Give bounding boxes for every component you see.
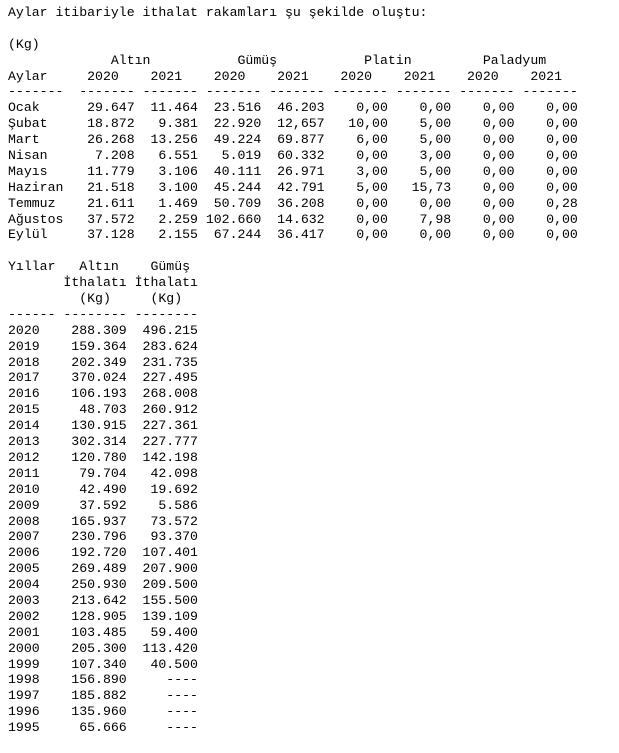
- value-cell: 0,00: [514, 163, 578, 179]
- table-row: [8, 196, 619, 212]
- gold-value: 128.905: [55, 608, 127, 624]
- year-label: 2010: [8, 481, 56, 497]
- month-label: Mayıs: [8, 163, 72, 179]
- month-label: Temmuz: [8, 195, 72, 211]
- year-header: 2020: [324, 68, 388, 84]
- value-cell: 40.111: [197, 163, 262, 179]
- gold-value: 202.349: [55, 354, 127, 370]
- spacer: [325, 84, 333, 99]
- gold-value: 37.592: [55, 497, 127, 513]
- table-row: [8, 593, 619, 609]
- month-column-header: Aylar: [8, 68, 72, 84]
- year-column-header: Yıllar: [8, 259, 64, 275]
- year-header: 2020: [71, 68, 135, 84]
- gold-value: 107.340: [55, 656, 127, 672]
- silver-value: 227.361: [126, 418, 198, 434]
- table-row: [8, 482, 619, 498]
- table-row: [8, 180, 619, 196]
- table-row: [8, 100, 619, 116]
- silver-value: 283.624: [126, 338, 198, 354]
- value-cell: 49.224: [197, 132, 262, 148]
- year-label: 2008: [8, 513, 56, 529]
- value-cell: 0,00: [451, 195, 515, 211]
- value-cell: 2.259: [134, 211, 198, 227]
- silver-value: 227.495: [126, 370, 198, 386]
- value-cell: 3.100: [134, 179, 198, 195]
- separator: -------: [269, 84, 325, 100]
- blank-line: [8, 21, 619, 37]
- value-cell: 0,00: [514, 179, 578, 195]
- year-header: 2020: [197, 68, 262, 84]
- value-cell: 6.551: [134, 148, 198, 164]
- unit-label: (Kg): [8, 36, 40, 52]
- silver-value: 207.900: [126, 561, 198, 577]
- year-label: 2018: [8, 354, 56, 370]
- table-row: [8, 148, 619, 164]
- year-label: 2017: [8, 370, 56, 386]
- year-label: 2005: [8, 561, 56, 577]
- silver-value: 155.500: [126, 592, 198, 608]
- group-header: Paladyum: [451, 52, 578, 68]
- blank-line: [8, 243, 619, 259]
- table-row: [8, 688, 619, 704]
- spacer: [198, 84, 206, 99]
- value-cell: 21.518: [71, 179, 135, 195]
- year-label: 1996: [8, 704, 56, 720]
- year-header: 2021: [514, 68, 578, 84]
- value-cell: 0,00: [514, 211, 578, 227]
- table-row: [8, 386, 619, 402]
- separator: --------: [134, 306, 206, 322]
- month-label: Nisan: [8, 148, 72, 164]
- silver-value: 40.500: [126, 656, 198, 672]
- gold-value: 165.937: [55, 513, 127, 529]
- month-label: Ocak: [8, 100, 72, 116]
- value-cell: 26.971: [261, 163, 325, 179]
- separator: -------: [142, 84, 198, 100]
- value-cell: 37.128: [71, 227, 135, 243]
- value-cell: 11.779: [71, 163, 135, 179]
- table-row: [8, 212, 619, 228]
- value-cell: 0,28: [514, 195, 578, 211]
- gold-value: 288.309: [55, 322, 127, 338]
- silver-value: ----: [126, 704, 198, 720]
- value-cell: 11.464: [134, 100, 198, 116]
- silver-value: 139.109: [126, 608, 198, 624]
- value-cell: 67.244: [197, 227, 262, 243]
- value-cell: 21.611: [71, 195, 135, 211]
- table-row: [8, 132, 619, 148]
- value-cell: 0,00: [451, 163, 515, 179]
- gold-value: 120.780: [55, 449, 127, 465]
- gold-value: 230.796: [55, 529, 127, 545]
- gold-value: 185.882: [55, 688, 127, 704]
- yearly-import-table: [8, 259, 619, 736]
- gold-column-subheader: İthalatı: [63, 275, 135, 291]
- silver-value: 260.912: [126, 402, 198, 418]
- spacer: [388, 84, 396, 99]
- value-cell: 9.381: [134, 116, 198, 132]
- table-row: [8, 402, 619, 418]
- spacer: [8, 53, 71, 68]
- month-label: Ağustos: [8, 211, 72, 227]
- table-row: [8, 561, 619, 577]
- value-cell: 5.019: [197, 148, 262, 164]
- table-row: [8, 720, 619, 736]
- table-row: [8, 227, 619, 243]
- silver-value: 209.500: [126, 577, 198, 593]
- year-header: 2020: [451, 68, 515, 84]
- value-cell: 1.469: [134, 195, 198, 211]
- silver-column-subheader: İthalatı: [134, 275, 206, 291]
- value-cell: 36.417: [261, 227, 325, 243]
- yearly-header-row-1: [8, 259, 619, 275]
- year-header: 2021: [387, 68, 452, 84]
- table-row: [8, 514, 619, 530]
- year-header: 2021: [261, 68, 325, 84]
- month-label: Haziran: [8, 179, 72, 195]
- table-row: [8, 370, 619, 386]
- spacer: [515, 84, 523, 99]
- table-row: [8, 498, 619, 514]
- year-label: 2019: [8, 338, 56, 354]
- silver-value: 42.098: [126, 465, 198, 481]
- silver-value: 142.198: [126, 449, 198, 465]
- value-cell: 18.872: [71, 116, 135, 132]
- value-cell: 45.244: [197, 179, 262, 195]
- gold-value: 48.703: [55, 402, 127, 418]
- year-label: 2012: [8, 449, 56, 465]
- year-label: 1995: [8, 720, 56, 736]
- silver-value: ----: [126, 720, 198, 736]
- value-cell: 0,00: [324, 211, 388, 227]
- separator-row: [8, 84, 619, 100]
- silver-value: 107.401: [126, 545, 198, 561]
- gold-value: 65.666: [55, 720, 127, 736]
- silver-value: 113.420: [126, 640, 198, 656]
- gold-value: 130.915: [55, 418, 127, 434]
- value-cell: 14.632: [261, 211, 325, 227]
- gold-column-header: Altın: [63, 259, 135, 275]
- silver-column-header: Gümüş: [134, 259, 206, 275]
- value-cell: 7.208: [71, 148, 135, 164]
- spacer: [8, 291, 63, 306]
- value-cell: 15,73: [387, 179, 452, 195]
- year-label: 2006: [8, 545, 56, 561]
- silver-value: 5.586: [126, 497, 198, 513]
- value-cell: 0,00: [324, 148, 388, 164]
- year-label: 1997: [8, 688, 56, 704]
- separator: -------: [522, 84, 578, 100]
- value-cell: 36.208: [261, 195, 325, 211]
- value-cell: 0,00: [514, 116, 578, 132]
- value-cell: 0,00: [514, 148, 578, 164]
- gold-value: 156.890: [55, 672, 127, 688]
- gold-value: 159.364: [55, 338, 127, 354]
- table-row: [8, 466, 619, 482]
- silver-value: ----: [126, 688, 198, 704]
- gold-unit-label: (Kg): [63, 291, 135, 307]
- table-row: [8, 164, 619, 180]
- table-row: [8, 339, 619, 355]
- year-label: 2009: [8, 497, 56, 513]
- separator: -------: [8, 84, 72, 100]
- year-label: 2015: [8, 402, 56, 418]
- value-cell: 0,00: [387, 195, 452, 211]
- table-row: [8, 625, 619, 641]
- value-cell: 37.572: [71, 211, 135, 227]
- gold-value: 269.489: [55, 561, 127, 577]
- value-cell: 12,657: [261, 116, 325, 132]
- silver-value: 93.370: [126, 529, 198, 545]
- group-header: Platin: [324, 52, 452, 68]
- silver-value: 19.692: [126, 481, 198, 497]
- year-label: 2002: [8, 608, 56, 624]
- value-cell: 0,00: [451, 148, 515, 164]
- value-cell: 3,00: [387, 148, 452, 164]
- separator: ------: [8, 306, 64, 322]
- group-header-row: [8, 53, 619, 69]
- silver-value: 59.400: [126, 624, 198, 640]
- gold-value: 42.490: [55, 481, 127, 497]
- value-cell: 46.203: [261, 100, 325, 116]
- table-row: [8, 545, 619, 561]
- yearly-separator-row: [8, 307, 619, 323]
- value-cell: 23.516: [197, 100, 262, 116]
- value-cell: 42.791: [261, 179, 325, 195]
- value-cell: 3.106: [134, 163, 198, 179]
- table-row: [8, 418, 619, 434]
- separator: --------: [63, 306, 135, 322]
- yearly-header-row-2: [8, 275, 619, 291]
- table-row: [8, 641, 619, 657]
- table-row: [8, 434, 619, 450]
- value-cell: 0,00: [451, 100, 515, 116]
- table-row: [8, 355, 619, 371]
- gold-value: 135.960: [55, 704, 127, 720]
- gold-value: 213.642: [55, 592, 127, 608]
- value-cell: 5,00: [387, 163, 452, 179]
- silver-value: ----: [126, 672, 198, 688]
- value-cell: 0,00: [514, 100, 578, 116]
- value-cell: 0,00: [514, 132, 578, 148]
- silver-value: 268.008: [126, 386, 198, 402]
- year-label: 2004: [8, 577, 56, 593]
- year-label: 2016: [8, 386, 56, 402]
- table-row: [8, 672, 619, 688]
- year-label: 2007: [8, 529, 56, 545]
- value-cell: 0,00: [324, 227, 388, 243]
- month-label: Şubat: [8, 116, 72, 132]
- month-label: Eylül: [8, 227, 72, 243]
- gold-value: 250.930: [55, 577, 127, 593]
- value-cell: 3,00: [324, 163, 388, 179]
- value-cell: 26.268: [71, 132, 135, 148]
- value-cell: 10,00: [324, 116, 388, 132]
- value-cell: 2.155: [134, 227, 198, 243]
- separator: -------: [205, 84, 262, 100]
- year-header-row: [8, 69, 619, 85]
- spacer: [135, 84, 143, 99]
- year-header: 2021: [134, 68, 198, 84]
- value-cell: 7,98: [387, 211, 452, 227]
- year-label: 1998: [8, 672, 56, 688]
- value-cell: 0,00: [451, 116, 515, 132]
- value-cell: 60.332: [261, 148, 325, 164]
- value-cell: 69.877: [261, 132, 325, 148]
- year-label: 2013: [8, 434, 56, 450]
- table-row: [8, 577, 619, 593]
- value-cell: 0,00: [451, 132, 515, 148]
- separator: -------: [79, 84, 135, 100]
- table-row: [8, 529, 619, 545]
- table-row: [8, 116, 619, 132]
- gold-value: 79.704: [55, 465, 127, 481]
- separator: -------: [459, 84, 515, 100]
- value-cell: 6,00: [324, 132, 388, 148]
- value-cell: 0,00: [451, 179, 515, 195]
- silver-value: 496.215: [126, 322, 198, 338]
- year-label: 2001: [8, 624, 56, 640]
- table-row: [8, 657, 619, 673]
- monthly-import-table: [8, 53, 619, 244]
- gold-value: 205.300: [55, 640, 127, 656]
- value-cell: 13.256: [134, 132, 198, 148]
- spacer: [451, 84, 459, 99]
- gold-value: 370.024: [55, 370, 127, 386]
- value-cell: 0,00: [324, 100, 388, 116]
- silver-unit-label: (Kg): [134, 291, 206, 307]
- value-cell: 29.647: [71, 100, 135, 116]
- silver-value: 231.735: [126, 354, 198, 370]
- value-cell: 0,00: [451, 227, 515, 243]
- value-cell: 5,00: [387, 132, 452, 148]
- table-row: [8, 609, 619, 625]
- value-cell: 50.709: [197, 195, 262, 211]
- value-cell: 0,00: [514, 227, 578, 243]
- value-cell: 0,00: [324, 195, 388, 211]
- year-label: 2000: [8, 640, 56, 656]
- gold-value: 302.314: [55, 434, 127, 450]
- intro-text: Aylar itibariyle ithalat rakamları şu şekilde oluştu:: [8, 5, 428, 20]
- value-cell: 5,00: [324, 179, 388, 195]
- gold-value: 106.193: [55, 386, 127, 402]
- separator: -------: [395, 84, 452, 100]
- value-cell: 22.920: [197, 116, 262, 132]
- value-cell: 0,00: [451, 211, 515, 227]
- year-label: 2014: [8, 418, 56, 434]
- year-label: 2003: [8, 592, 56, 608]
- table-row: [8, 704, 619, 720]
- group-header: Gümüş: [197, 52, 325, 68]
- spacer: [8, 275, 63, 290]
- group-header: Altın: [71, 52, 198, 68]
- separator: -------: [332, 84, 388, 100]
- value-cell: 0,00: [387, 227, 452, 243]
- gold-value: 192.720: [55, 545, 127, 561]
- year-label: 2020: [8, 322, 56, 338]
- gold-value: 103.485: [55, 624, 127, 640]
- value-cell: 5,00: [387, 116, 452, 132]
- table-row: [8, 450, 619, 466]
- silver-value: 73.572: [126, 513, 198, 529]
- table-row: [8, 323, 619, 339]
- year-label: 2011: [8, 465, 56, 481]
- value-cell: 102.660: [197, 211, 262, 227]
- year-label: 1999: [8, 656, 56, 672]
- month-label: Mart: [8, 132, 72, 148]
- value-cell: 0,00: [387, 100, 452, 116]
- silver-value: 227.777: [126, 434, 198, 450]
- yearly-header-row-3: [8, 291, 619, 307]
